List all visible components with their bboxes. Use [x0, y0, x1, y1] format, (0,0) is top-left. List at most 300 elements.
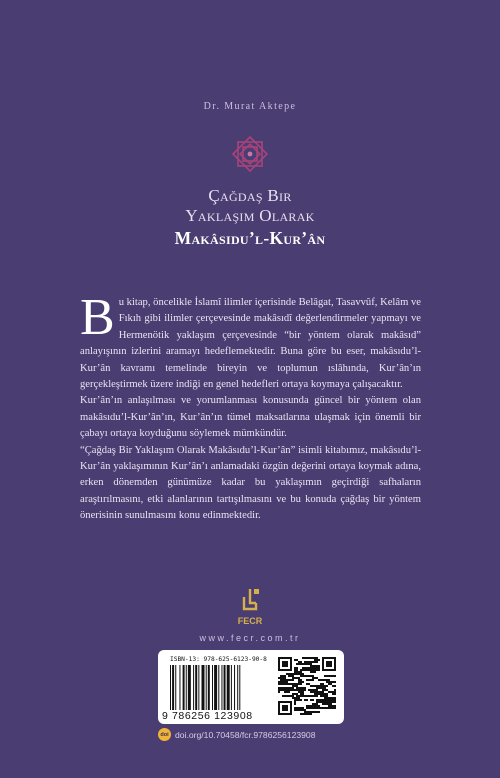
qr-module	[294, 671, 296, 673]
qr-module	[308, 679, 310, 681]
qr-module	[324, 701, 326, 703]
qr-module	[306, 679, 308, 681]
barcode-bar	[202, 665, 205, 710]
barcode-bar	[183, 665, 185, 710]
qr-module	[318, 669, 320, 671]
qr-module	[278, 689, 280, 691]
qr-module	[320, 687, 322, 689]
qr-module	[304, 663, 306, 665]
qr-module	[314, 667, 316, 669]
qr-module	[318, 701, 320, 703]
qr-module	[320, 699, 322, 701]
qr-module	[294, 697, 296, 699]
qr-module	[298, 681, 300, 683]
qr-module	[316, 661, 318, 663]
qr-module	[302, 693, 304, 695]
barcode-bar	[193, 665, 194, 710]
qr-module	[316, 703, 318, 705]
qr-code	[278, 657, 336, 715]
qr-module	[294, 703, 296, 705]
qr-module	[298, 661, 300, 663]
qr-module	[306, 667, 308, 669]
qr-module	[330, 681, 332, 683]
qr-module	[298, 699, 300, 701]
qr-module	[308, 689, 310, 691]
qr-module	[284, 691, 286, 693]
qr-module	[304, 689, 306, 691]
qr-module	[298, 679, 300, 681]
qr-module	[284, 695, 286, 697]
barcode-bar	[221, 665, 222, 710]
qr-module	[300, 675, 302, 677]
qr-module	[296, 695, 298, 697]
barcode-bar	[212, 665, 213, 710]
qr-module	[282, 677, 284, 679]
qr-module	[296, 709, 298, 711]
qr-module	[308, 669, 310, 671]
qr-module	[294, 667, 296, 669]
qr-module	[334, 693, 336, 695]
qr-module	[310, 699, 312, 701]
qr-module	[302, 709, 304, 711]
qr-module	[304, 687, 306, 689]
drop-cap: B	[80, 289, 115, 346]
qr-module	[306, 657, 308, 659]
qr-module	[296, 693, 298, 695]
qr-module	[328, 699, 330, 701]
qr-module	[314, 669, 316, 671]
qr-module	[312, 669, 314, 671]
qr-module	[306, 683, 308, 685]
qr-finder	[278, 669, 292, 671]
qr-module	[296, 677, 298, 679]
qr-finder	[282, 705, 288, 711]
qr-module	[314, 685, 316, 687]
qr-module	[312, 675, 314, 677]
qr-module	[306, 713, 308, 715]
qr-module	[294, 659, 296, 661]
qr-module	[300, 707, 302, 709]
qr-finder	[278, 657, 280, 671]
qr-module	[322, 701, 324, 703]
qr-module	[290, 695, 292, 697]
qr-module	[312, 661, 314, 663]
qr-module	[316, 667, 318, 669]
qr-module	[318, 659, 320, 661]
qr-module	[314, 671, 316, 673]
qr-module	[308, 667, 310, 669]
qr-module	[312, 691, 314, 693]
qr-module	[332, 707, 334, 709]
doi-badge-icon: doi	[158, 728, 171, 741]
qr-module	[326, 681, 328, 683]
qr-module	[300, 681, 302, 683]
qr-module	[316, 711, 318, 713]
qr-module	[312, 657, 314, 659]
qr-module	[332, 697, 334, 699]
qr-module	[306, 675, 308, 677]
qr-module	[308, 711, 310, 713]
qr-module	[318, 665, 320, 667]
qr-module	[284, 679, 286, 681]
qr-module	[296, 707, 298, 709]
qr-module	[316, 669, 318, 671]
qr-module	[332, 681, 334, 683]
qr-module	[332, 701, 334, 703]
qr-module	[322, 679, 324, 681]
qr-module	[324, 689, 326, 691]
qr-module	[302, 707, 304, 709]
qr-module	[326, 675, 328, 677]
barcode-bar	[188, 665, 191, 710]
qr-module	[298, 683, 300, 685]
qr-module	[316, 685, 318, 687]
qr-module	[318, 693, 320, 695]
barcode-bar	[172, 665, 174, 710]
qr-module	[320, 701, 322, 703]
blurb	[80, 289, 421, 525]
qr-module	[302, 667, 304, 669]
qr-module	[306, 705, 308, 707]
qr-module	[334, 685, 336, 687]
qr-module	[294, 693, 296, 695]
qr-finder	[278, 657, 292, 659]
qr-module	[328, 681, 330, 683]
qr-module	[290, 679, 292, 681]
qr-module	[302, 687, 304, 689]
qr-module	[288, 691, 290, 693]
qr-module	[284, 687, 286, 689]
qr-module	[320, 693, 322, 695]
qr-module	[304, 661, 306, 663]
qr-module	[316, 665, 318, 667]
qr-module	[312, 707, 314, 709]
qr-module	[302, 673, 304, 675]
qr-module	[300, 699, 302, 701]
qr-finder	[322, 669, 336, 671]
qr-module	[318, 667, 320, 669]
qr-module	[298, 695, 300, 697]
qr-module	[316, 695, 318, 697]
qr-module	[298, 677, 300, 679]
qr-module	[314, 689, 316, 691]
qr-module	[332, 685, 334, 687]
qr-module	[298, 689, 300, 691]
qr-module	[306, 669, 308, 671]
qr-module	[310, 667, 312, 669]
qr-module	[298, 663, 300, 665]
barcode-bar	[234, 665, 235, 710]
qr-module	[322, 687, 324, 689]
qr-module	[292, 687, 294, 689]
qr-module	[310, 675, 312, 677]
qr-module	[324, 697, 326, 699]
qr-module	[292, 675, 294, 677]
barcode-bar	[208, 665, 210, 710]
qr-module	[314, 695, 316, 697]
qr-module	[284, 689, 286, 691]
qr-module	[288, 675, 290, 677]
qr-module	[298, 673, 300, 675]
qr-module	[326, 685, 328, 687]
qr-module	[332, 705, 334, 707]
barcode-bar	[206, 665, 207, 710]
qr-module	[310, 707, 312, 709]
qr-module	[324, 687, 326, 689]
qr-module	[326, 679, 328, 681]
qr-module	[330, 697, 332, 699]
barcode-bar	[227, 665, 230, 710]
doi-link[interactable]: doi.org/10.70458/fcr.9786256123908	[175, 729, 316, 740]
qr-module	[326, 707, 328, 709]
qr-module	[316, 689, 318, 691]
title-main: Makâsıdu’l-Kur’ân	[174, 228, 326, 248]
qr-module	[280, 683, 282, 685]
qr-module	[316, 699, 318, 701]
qr-module	[304, 713, 306, 715]
qr-finder	[322, 657, 324, 671]
qr-module	[328, 705, 330, 707]
qr-module	[308, 661, 310, 663]
qr-module	[280, 681, 282, 683]
qr-module	[300, 671, 302, 673]
qr-module	[294, 669, 296, 671]
qr-module	[292, 683, 294, 685]
qr-module	[292, 677, 294, 679]
blurb-paragraph-1	[80, 289, 421, 393]
qr-module	[302, 681, 304, 683]
qr-module	[330, 707, 332, 709]
qr-module	[320, 695, 322, 697]
qr-module	[302, 695, 304, 697]
qr-module	[286, 695, 288, 697]
qr-module	[310, 711, 312, 713]
qr-module	[300, 693, 302, 695]
qr-module	[328, 683, 330, 685]
qr-module	[316, 677, 318, 679]
qr-module	[326, 701, 328, 703]
qr-module	[296, 687, 298, 689]
qr-module	[286, 681, 288, 683]
qr-module	[326, 697, 328, 699]
qr-module	[306, 711, 308, 713]
qr-module	[334, 707, 336, 709]
qr-module	[288, 683, 290, 685]
qr-finder	[290, 701, 292, 715]
qr-module	[316, 687, 318, 689]
title-line-2: Yaklaşım Olarak	[185, 206, 315, 225]
qr-module	[296, 685, 298, 687]
qr-module	[332, 699, 334, 701]
qr-module	[330, 703, 332, 705]
qr-module	[296, 663, 298, 665]
qr-module	[280, 677, 282, 679]
qr-module	[300, 673, 302, 675]
qr-module	[294, 689, 296, 691]
qr-module	[324, 703, 326, 705]
fecr-logo-icon	[234, 587, 266, 627]
qr-module	[328, 707, 330, 709]
qr-module	[322, 707, 324, 709]
qr-module	[320, 691, 322, 693]
qr-module	[306, 699, 308, 701]
qr-module	[312, 685, 314, 687]
qr-module	[294, 701, 296, 703]
qr-module	[320, 683, 322, 685]
qr-module	[298, 671, 300, 673]
qr-module	[284, 677, 286, 679]
qr-module	[304, 699, 306, 701]
qr-module	[296, 683, 298, 685]
qr-module	[286, 679, 288, 681]
barcode-bar	[195, 665, 197, 710]
qr-module	[300, 669, 302, 671]
qr-module	[320, 707, 322, 709]
qr-module	[302, 689, 304, 691]
qr-module	[312, 677, 314, 679]
qr-module	[282, 681, 284, 683]
qr-module	[294, 685, 296, 687]
qr-module	[318, 679, 320, 681]
barcode-bar	[175, 665, 176, 710]
qr-module	[308, 707, 310, 709]
qr-module	[334, 691, 336, 693]
qr-module	[310, 661, 312, 663]
qr-module	[328, 691, 330, 693]
qr-module	[302, 675, 304, 677]
qr-module	[286, 683, 288, 685]
qr-module	[292, 685, 294, 687]
author-name: Dr. Murat Aktepe	[203, 101, 297, 112]
qr-module	[286, 691, 288, 693]
barcode-bar	[239, 665, 240, 710]
qr-finder	[290, 657, 292, 671]
qr-module	[334, 699, 336, 701]
qr-module	[322, 689, 324, 691]
qr-module	[290, 687, 292, 689]
qr-module	[328, 701, 330, 703]
qr-module	[312, 703, 314, 705]
qr-module	[328, 675, 330, 677]
barcode-bar	[231, 665, 232, 710]
qr-module	[298, 691, 300, 693]
qr-module	[332, 675, 334, 677]
qr-module	[310, 695, 312, 697]
barcode-bar	[198, 665, 199, 710]
qr-module	[314, 693, 316, 695]
qr-module	[300, 663, 302, 665]
qr-module	[326, 695, 328, 697]
qr-module	[298, 707, 300, 709]
qr-module	[308, 683, 310, 685]
qr-module	[288, 689, 290, 691]
qr-module	[312, 689, 314, 691]
barcode	[170, 665, 268, 710]
qr-module	[312, 665, 314, 667]
qr-module	[318, 707, 320, 709]
qr-finder	[278, 701, 280, 715]
qr-module	[308, 663, 310, 665]
qr-module	[278, 691, 280, 693]
qr-module	[284, 681, 286, 683]
qr-module	[300, 695, 302, 697]
qr-module	[318, 705, 320, 707]
qr-module	[280, 679, 282, 681]
qr-module	[304, 711, 306, 713]
qr-module	[308, 675, 310, 677]
barcode-bar	[179, 665, 180, 710]
qr-module	[278, 683, 280, 685]
qr-module	[300, 691, 302, 693]
qr-module	[316, 701, 318, 703]
barcode-bar	[170, 665, 171, 710]
qr-module	[330, 675, 332, 677]
qr-module	[328, 679, 330, 681]
qr-module	[318, 699, 320, 701]
qr-module	[280, 689, 282, 691]
qr-module	[310, 679, 312, 681]
qr-module	[290, 673, 292, 675]
qr-module	[312, 679, 314, 681]
isbn-label: ISBN-13: 978-625-6123-90-8	[170, 656, 267, 663]
qr-module	[278, 681, 280, 683]
blurb-paragraph-1-text: u kitap, öncelikle İslamî ilimler içerisinde Belâgat, Tasavvûf, Kelâm ve Fıkıh gibi ilimler çerçevesinde makâsıdî değerlendirmeler yapmayı ve Hermenötik yaklaşım çerçevesinde “bir yöntem olarak makâsıd” anlayışının izlerini aramayı hedeflemektedir. Buna göre bu eser, makâsıdu’l-Kur’ân kavramı temelinde bireyin ve toplumun ıslâhında, Kur’ân’ın gerçekleştirmek üzere indiği en genel hedefleri ortaya koymaya çalışacaktır.	[80, 297, 421, 391]
qr-module	[302, 663, 304, 665]
qr-module	[322, 685, 324, 687]
qr-module	[308, 695, 310, 697]
geometric-ornament-icon	[227, 131, 273, 177]
qr-module	[322, 703, 324, 705]
qr-module	[300, 713, 302, 715]
title-line-1: Çağdaş Bir	[208, 186, 292, 205]
qr-module	[278, 687, 280, 689]
qr-module	[314, 691, 316, 693]
qr-module	[324, 707, 326, 709]
barcode-bar	[224, 665, 226, 710]
qr-module	[330, 699, 332, 701]
barcode-panel	[158, 650, 344, 724]
doi-line	[158, 728, 316, 741]
qr-module	[288, 679, 290, 681]
qr-module	[318, 691, 320, 693]
qr-module	[334, 681, 336, 683]
qr-module	[282, 687, 284, 689]
qr-module	[320, 679, 322, 681]
qr-finder	[282, 661, 288, 667]
qr-module	[280, 687, 282, 689]
barcode-number: 9 786256 123908	[162, 710, 253, 722]
qr-finder	[334, 657, 336, 671]
qr-module	[306, 661, 308, 663]
qr-module	[280, 675, 282, 677]
qr-module	[316, 691, 318, 693]
qr-module	[324, 675, 326, 677]
qr-module	[298, 697, 300, 699]
qr-module	[334, 697, 336, 699]
qr-module	[296, 689, 298, 691]
qr-module	[284, 683, 286, 685]
qr-module	[330, 705, 332, 707]
qr-module	[312, 695, 314, 697]
qr-module	[302, 691, 304, 693]
qr-module	[296, 697, 298, 699]
qr-module	[300, 661, 302, 663]
qr-module	[284, 675, 286, 677]
qr-module	[316, 693, 318, 695]
qr-module	[320, 685, 322, 687]
qr-module	[314, 657, 316, 659]
qr-module	[316, 659, 318, 661]
